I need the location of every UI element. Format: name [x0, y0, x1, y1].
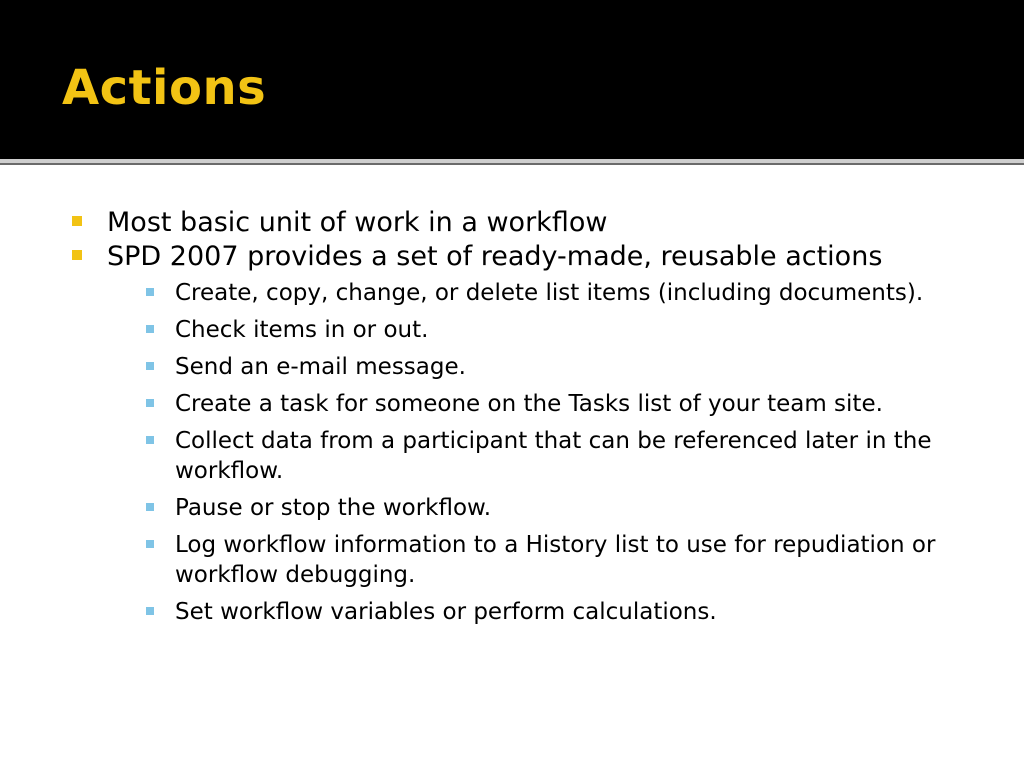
sub-bullet-item	[143, 352, 972, 382]
sub-bullet-text: Create, copy, change, or delete list items (including documents).	[175, 280, 924, 306]
square-bullet-icon	[146, 540, 154, 548]
sub-bullet-text: Pause or stop the workflow.	[175, 495, 492, 521]
sub-bullet-item	[143, 530, 972, 590]
square-bullet-icon	[146, 325, 154, 333]
square-bullet-icon	[146, 362, 154, 370]
sub-bullet-text: Set workflow variables or perform calculations.	[175, 599, 717, 625]
sub-bullet-item	[143, 426, 972, 486]
square-bullet-icon	[146, 503, 154, 511]
square-bullet-icon	[146, 607, 154, 615]
square-bullet-icon	[146, 399, 154, 407]
slide-body	[72, 206, 972, 634]
slide-title: Actions	[62, 60, 267, 116]
sub-bullet-text: Send an e-mail message.	[175, 354, 466, 380]
bullet-text: Most basic unit of work in a workflow	[107, 207, 608, 238]
square-bullet-icon	[146, 436, 154, 444]
sub-bullet-text: Check items in or out.	[175, 317, 429, 343]
square-bullet-icon	[146, 288, 154, 296]
sub-bullet-item	[143, 278, 972, 308]
square-bullet-icon	[72, 216, 82, 226]
bullet-text: SPD 2007 provides a set of ready-made, reusable actions	[107, 241, 883, 272]
sub-bullet-text: Collect data from a participant that can be referenced later in the workflow.	[175, 428, 932, 484]
bullet-item	[72, 206, 972, 240]
bullet-list	[72, 206, 972, 627]
bullet-item	[72, 240, 972, 627]
title-divider-shadow	[0, 163, 1024, 165]
sub-bullet-text: Log workflow information to a History list to use for repudiation or workflow debugging.	[175, 532, 936, 588]
title-bar	[0, 0, 1024, 159]
sub-bullet-text: Create a task for someone on the Tasks list of your team site.	[175, 391, 883, 417]
sub-bullet-item	[143, 315, 972, 345]
sub-bullet-list	[107, 278, 972, 627]
sub-bullet-item	[143, 493, 972, 523]
sub-bullet-item	[143, 597, 972, 627]
square-bullet-icon	[72, 250, 82, 260]
sub-bullet-item	[143, 389, 972, 419]
